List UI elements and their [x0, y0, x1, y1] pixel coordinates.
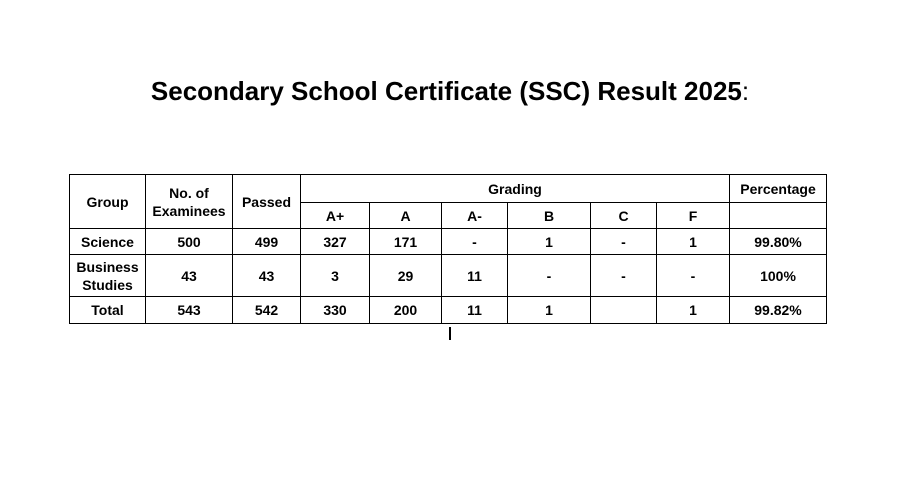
- cell-grade-c: -: [591, 255, 657, 297]
- cell-examinees: 543: [146, 297, 233, 324]
- cell-grade-b: 1: [508, 229, 591, 255]
- grade-header-f: F: [657, 203, 730, 229]
- grade-header-b: B: [508, 203, 591, 229]
- table-row-business-studies: [70, 255, 827, 297]
- cell-percentage: 99.80%: [730, 229, 827, 255]
- header-percentage: Percentage: [730, 175, 827, 203]
- cell-grade-f: 1: [657, 297, 730, 324]
- cell-group: Business Studies: [70, 255, 146, 297]
- cell-group: Total: [70, 297, 146, 324]
- cell-grade-a-minus: -: [442, 229, 508, 255]
- header-grading: Grading: [301, 175, 730, 203]
- cell-percentage: 99.82%: [730, 297, 827, 324]
- header-examinees: No. of Examinees: [146, 175, 233, 229]
- header-group: Group: [70, 175, 146, 229]
- result-table: [69, 174, 827, 324]
- cell-grade-f: 1: [657, 229, 730, 255]
- cell-grade-a: 29: [370, 255, 442, 297]
- title-text: Secondary School Certificate (SSC) Result 2025: [150, 76, 742, 106]
- cell-passed: 499: [233, 229, 301, 255]
- header-passed: Passed: [233, 175, 301, 229]
- cell-grade-c: [591, 297, 657, 324]
- cell-passed: 542: [233, 297, 301, 324]
- cell-examinees: 500: [146, 229, 233, 255]
- cell-grade-a-plus: 327: [301, 229, 370, 255]
- cell-grade-a-minus: 11: [442, 297, 508, 324]
- cell-grade-a-plus: 3: [301, 255, 370, 297]
- grade-header-c: C: [591, 203, 657, 229]
- cell-grade-b: 1: [508, 297, 591, 324]
- percentage-subheader-empty: [730, 203, 827, 229]
- cell-grade-a-plus: 330: [301, 297, 370, 324]
- grade-header-a-plus: A+: [301, 203, 370, 229]
- table-row-science: [70, 229, 827, 255]
- header-row-top: [70, 175, 827, 203]
- cell-group: Science: [70, 229, 146, 255]
- table-row-total: [70, 297, 827, 324]
- text-insertion-cursor: [449, 327, 451, 340]
- cell-passed: 43: [233, 255, 301, 297]
- cell-grade-a: 171: [370, 229, 442, 255]
- grade-header-a-minus: A-: [442, 203, 508, 229]
- cell-percentage: 100%: [730, 255, 827, 297]
- document-title: [0, 76, 900, 107]
- cell-grade-a: 200: [370, 297, 442, 324]
- cell-grade-a-minus: 11: [442, 255, 508, 297]
- title-colon: :: [741, 76, 750, 106]
- cell-grade-f: -: [657, 255, 730, 297]
- cell-grade-c: -: [591, 229, 657, 255]
- cell-grade-b: -: [508, 255, 591, 297]
- cell-examinees: 43: [146, 255, 233, 297]
- grade-header-a: A: [370, 203, 442, 229]
